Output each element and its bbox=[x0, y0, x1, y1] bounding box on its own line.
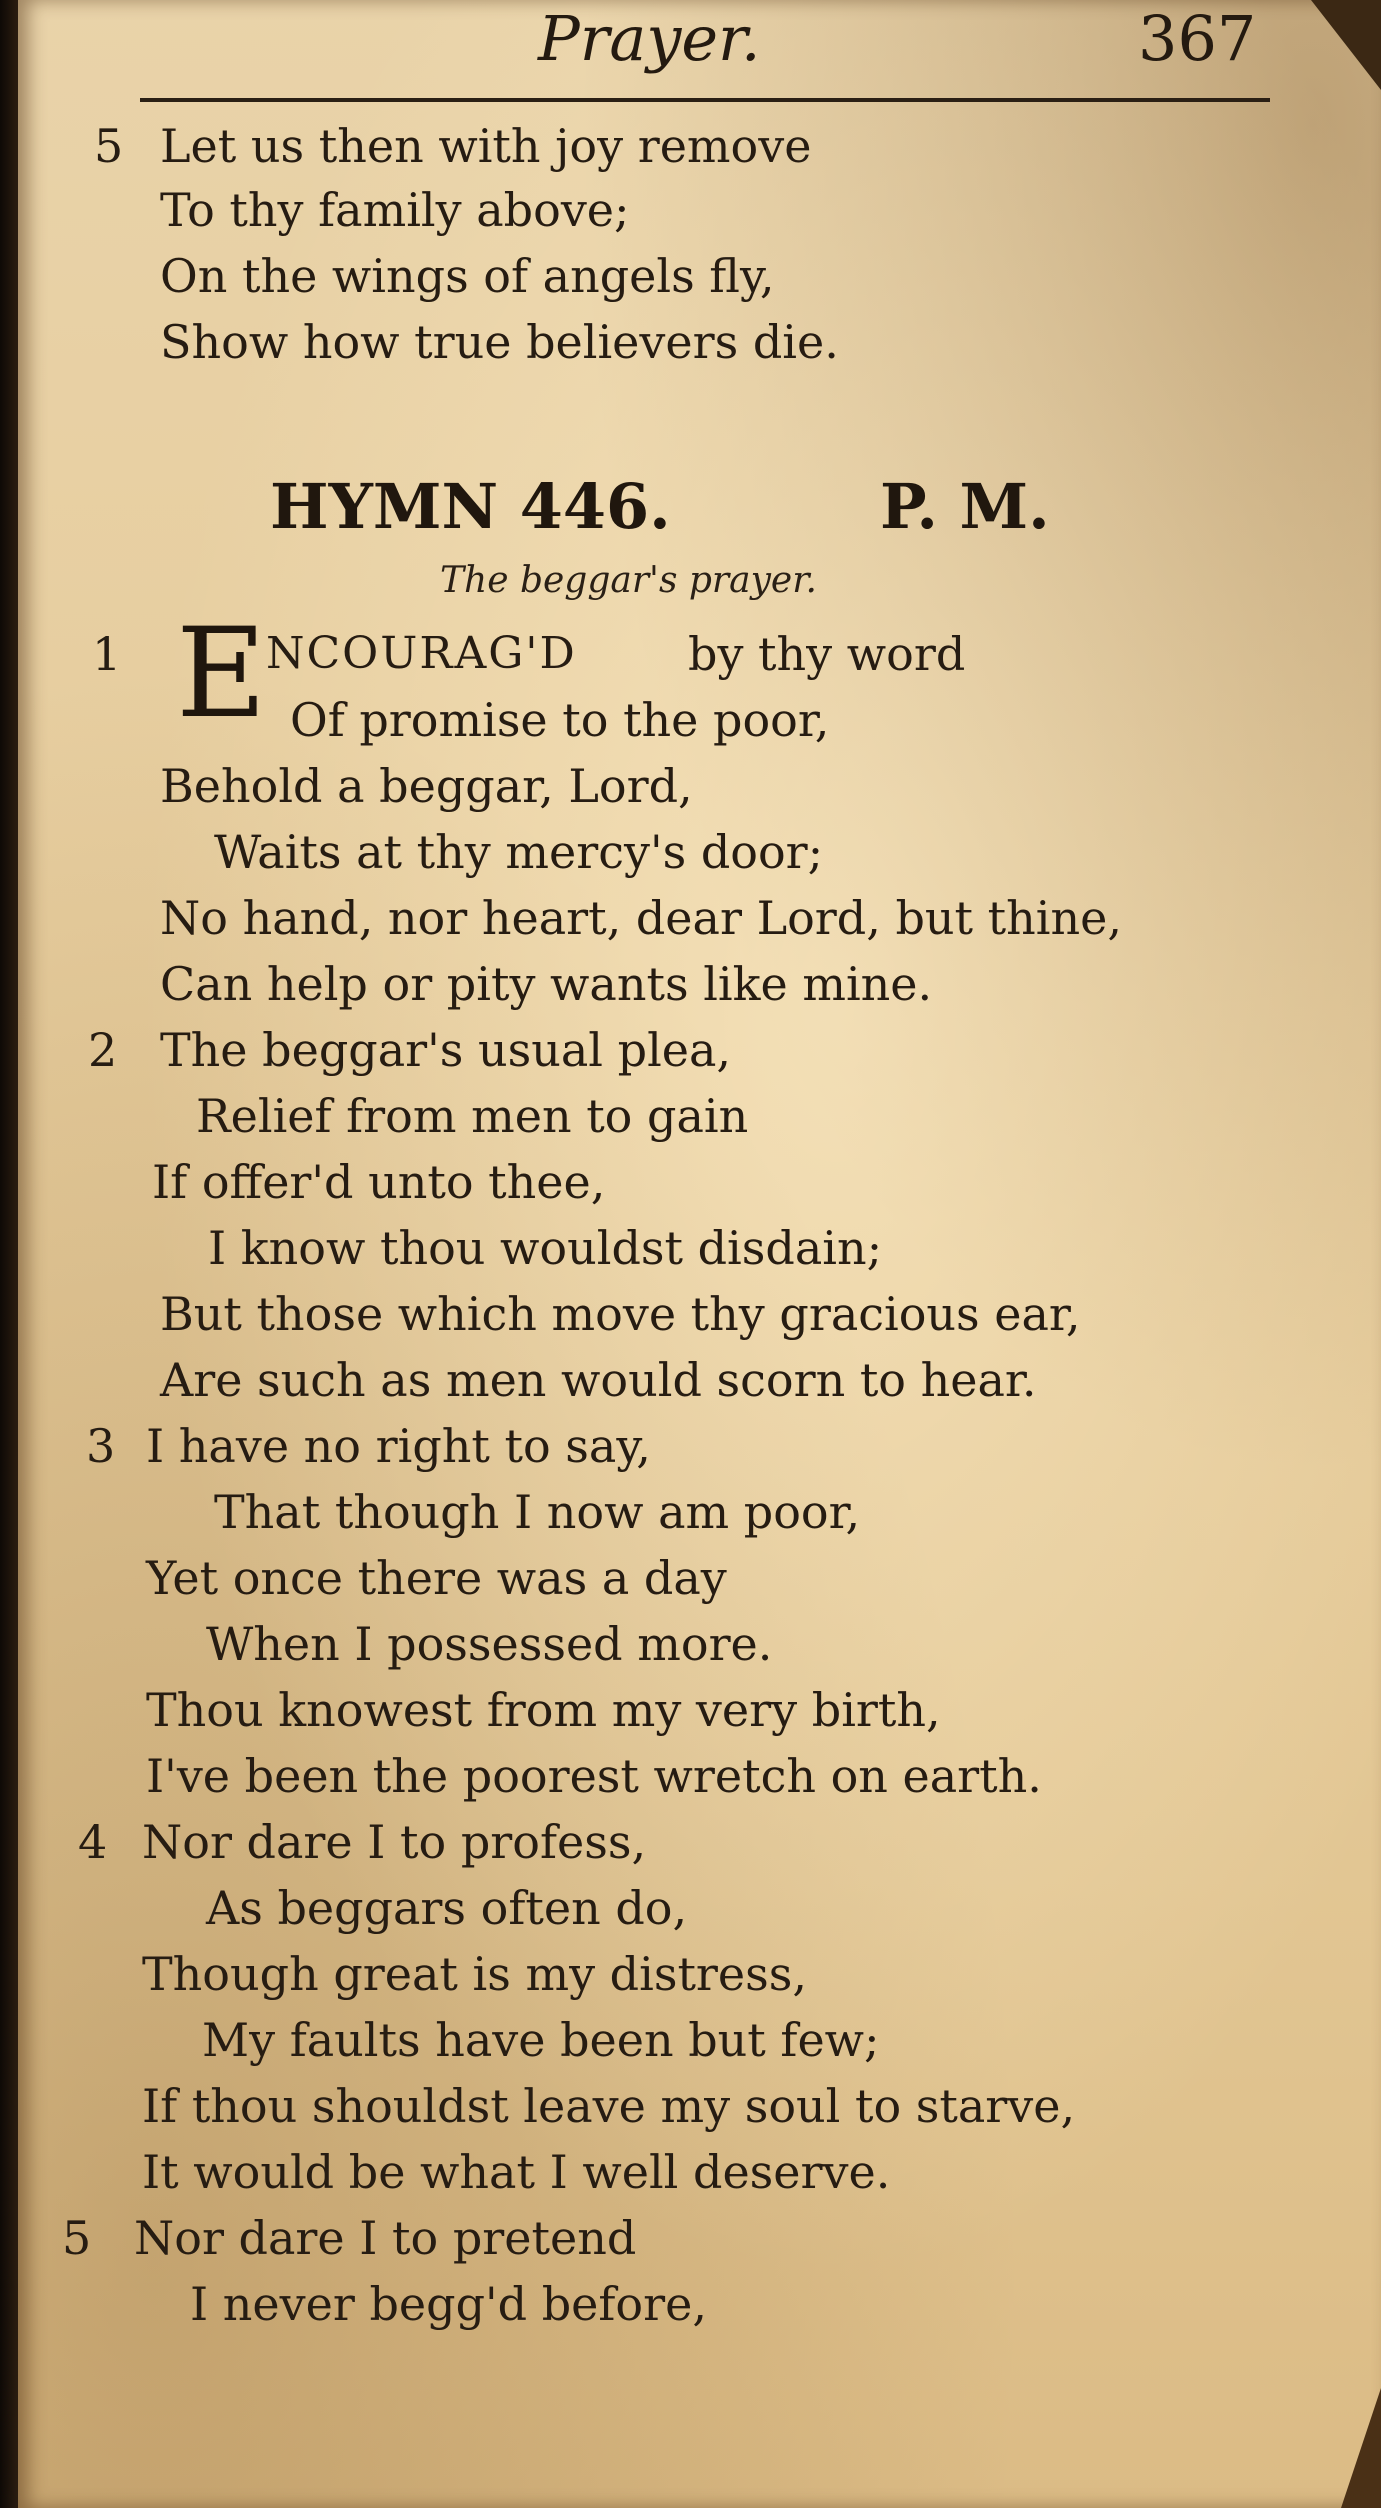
verse-line: Yet once there was a day bbox=[146, 1551, 727, 1605]
verse-line: To thy family above; bbox=[160, 183, 630, 237]
verse-line: Nor dare I to profess, bbox=[142, 1815, 647, 1869]
running-title: Prayer. bbox=[538, 2, 761, 75]
verse-line: But those which move thy gracious ear, bbox=[160, 1287, 1081, 1341]
book-spine-shadow bbox=[0, 0, 18, 2508]
verse-number: 3 bbox=[86, 1419, 116, 1473]
running-header bbox=[18, 0, 1381, 80]
verse-line: On the wings of angels fly, bbox=[160, 249, 775, 303]
verse-number: 4 bbox=[78, 1815, 108, 1869]
page-number: 367 bbox=[1138, 2, 1257, 75]
verse-line: Of promise to the poor, bbox=[290, 693, 830, 747]
verse-line: That though I now am poor, bbox=[214, 1485, 861, 1539]
hymn-number: HYMN 446. bbox=[270, 470, 671, 543]
book-page bbox=[18, 0, 1381, 2508]
verse-line: Though great is my distress, bbox=[142, 1947, 807, 2001]
verse-line: The beggar's usual plea, bbox=[160, 1023, 732, 1077]
verse-line: Thou knowest from my very birth, bbox=[146, 1683, 941, 1737]
verse-line: If offer'd unto thee, bbox=[152, 1155, 606, 1209]
verse-line: Let us then with joy remove bbox=[160, 119, 812, 173]
verse-number: 2 bbox=[88, 1023, 118, 1077]
verse-line: I never begg'd before, bbox=[190, 2277, 707, 2331]
verse-line: I know thou wouldst disdain; bbox=[208, 1221, 883, 1275]
verse-line: When I possessed more. bbox=[206, 1617, 773, 1671]
verse-first-line-tail: by thy word bbox=[688, 627, 966, 681]
verse-number: 5 bbox=[62, 2211, 92, 2265]
verse-line: Can help or pity wants like mine. bbox=[160, 957, 933, 1011]
hymn-subtitle: The beggar's prayer. bbox=[440, 560, 817, 601]
verse-number: 5 bbox=[94, 119, 124, 173]
verse-line: I have no right to say, bbox=[146, 1419, 651, 1473]
verse-line: Show how true believers die. bbox=[160, 315, 839, 369]
verse-line: Nor dare I to pretend bbox=[134, 2211, 637, 2265]
drop-cap: E bbox=[176, 602, 267, 746]
header-rule bbox=[140, 98, 1270, 102]
verse-line: Are such as men would scorn to hear. bbox=[160, 1353, 1037, 1407]
verse-line: Behold a beggar, Lord, bbox=[160, 759, 693, 813]
verse-line: My faults have been but few; bbox=[202, 2013, 880, 2067]
verse-line: If thou shouldst leave my soul to starve, bbox=[142, 2079, 1076, 2133]
verse-line: As beggars often do, bbox=[206, 1881, 688, 1935]
verse-number: 1 bbox=[92, 627, 122, 681]
page-edge-damage bbox=[1341, 2388, 1381, 2508]
verse-line: Waits at thy mercy's door; bbox=[214, 825, 824, 879]
verse-line: It would be what I well deserve. bbox=[142, 2145, 891, 2199]
verse-line: I've been the poorest wretch on earth. bbox=[146, 1749, 1042, 1803]
verse-first-line-caps: NCOURAG'D bbox=[266, 628, 577, 679]
hymn-meter: P. M. bbox=[880, 470, 1050, 543]
verse-line: Relief from men to gain bbox=[196, 1089, 749, 1143]
verse-line: No hand, nor heart, dear Lord, but thine, bbox=[160, 891, 1122, 945]
